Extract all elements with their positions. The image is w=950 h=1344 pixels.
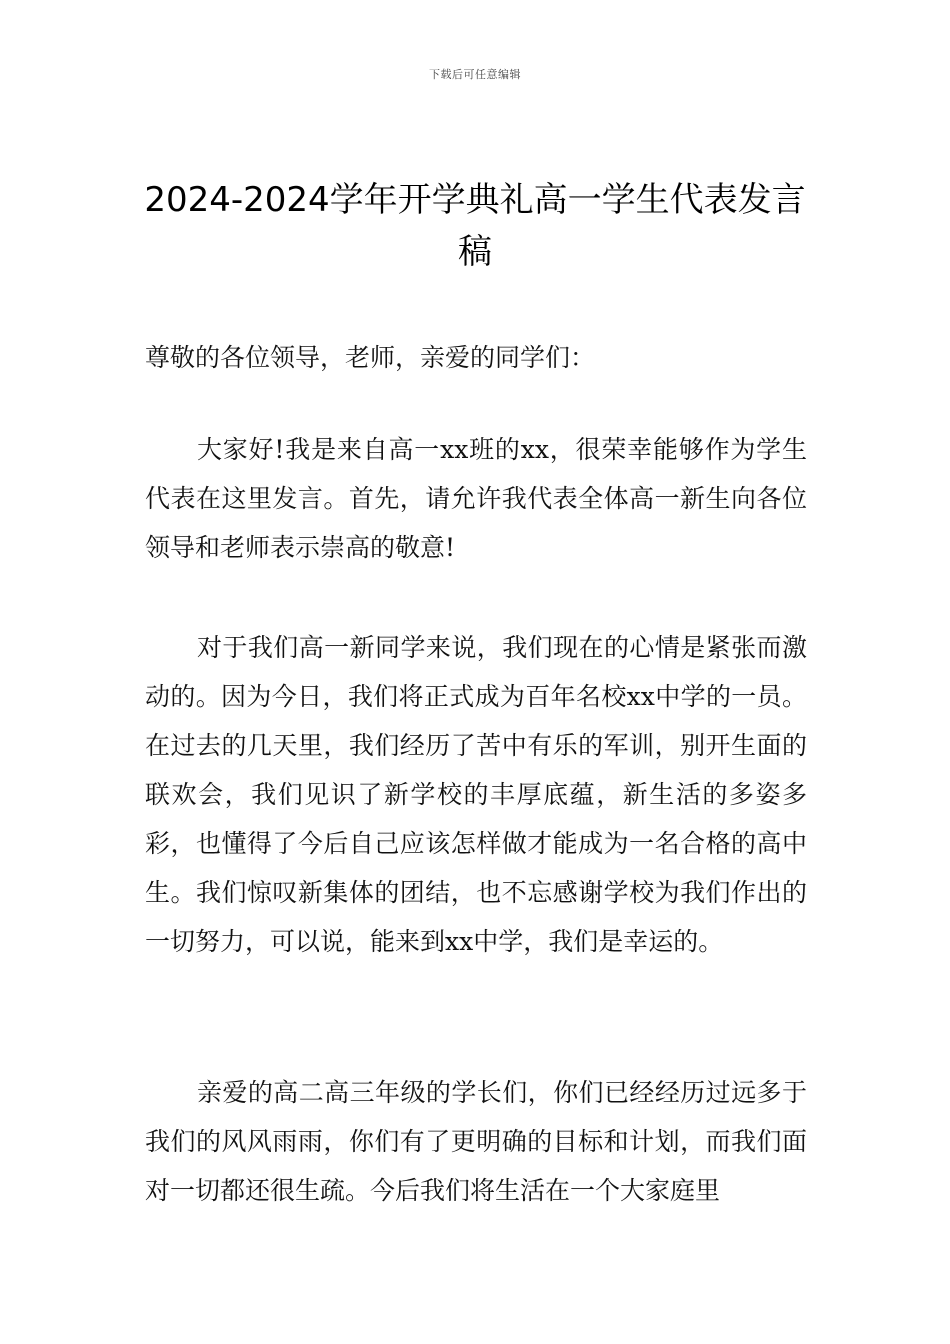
paragraph-1 [145,425,807,572]
paragraph-3 [145,1068,807,1215]
salutation [145,333,807,382]
document-title: 2024-2024学年开学典礼高一学生代表发言稿 [144,180,806,272]
paragraph-3-text: 亲爱的高二高三年级的学长们，你们已经经历过远多于我们的风风雨雨，你们有了更明确的目标和计划，而我们面对一切都还很生疏。今后我们将生活在一个大家庭里 [145,1078,807,1205]
paragraph-1-text: 大家好!我是来自高一xx班的xx，很荣幸能够作为学生代表在这里发言。首先，请允许我代表全体高一新生向各位领导和老师表示崇高的敬意! [145,435,807,562]
header-note: 下载后可任意编辑 [429,68,521,81]
salutation-text: 尊敬的各位领导，老师，亲爱的同学们： [145,343,596,372]
paragraph-2-text: 对于我们高一新同学来说，我们现在的心情是紧张而激动的。因为今日，我们将正式成为百年名校xx中学的一员。在过去的几天里，我们经历了苦中有乐的军训，别开生面的联欢会，我们见识了新学校的丰厚底蕴，新生活的多姿多彩，也懂得了今后自己应该怎样做才能成为一名合格的高中生。我们惊叹新集体的团结，也不忘感谢学校为我们作出的一切努力，可以说，能来到xx中学，我们是幸运的。 [145,633,807,956]
paragraph-2 [145,623,807,966]
